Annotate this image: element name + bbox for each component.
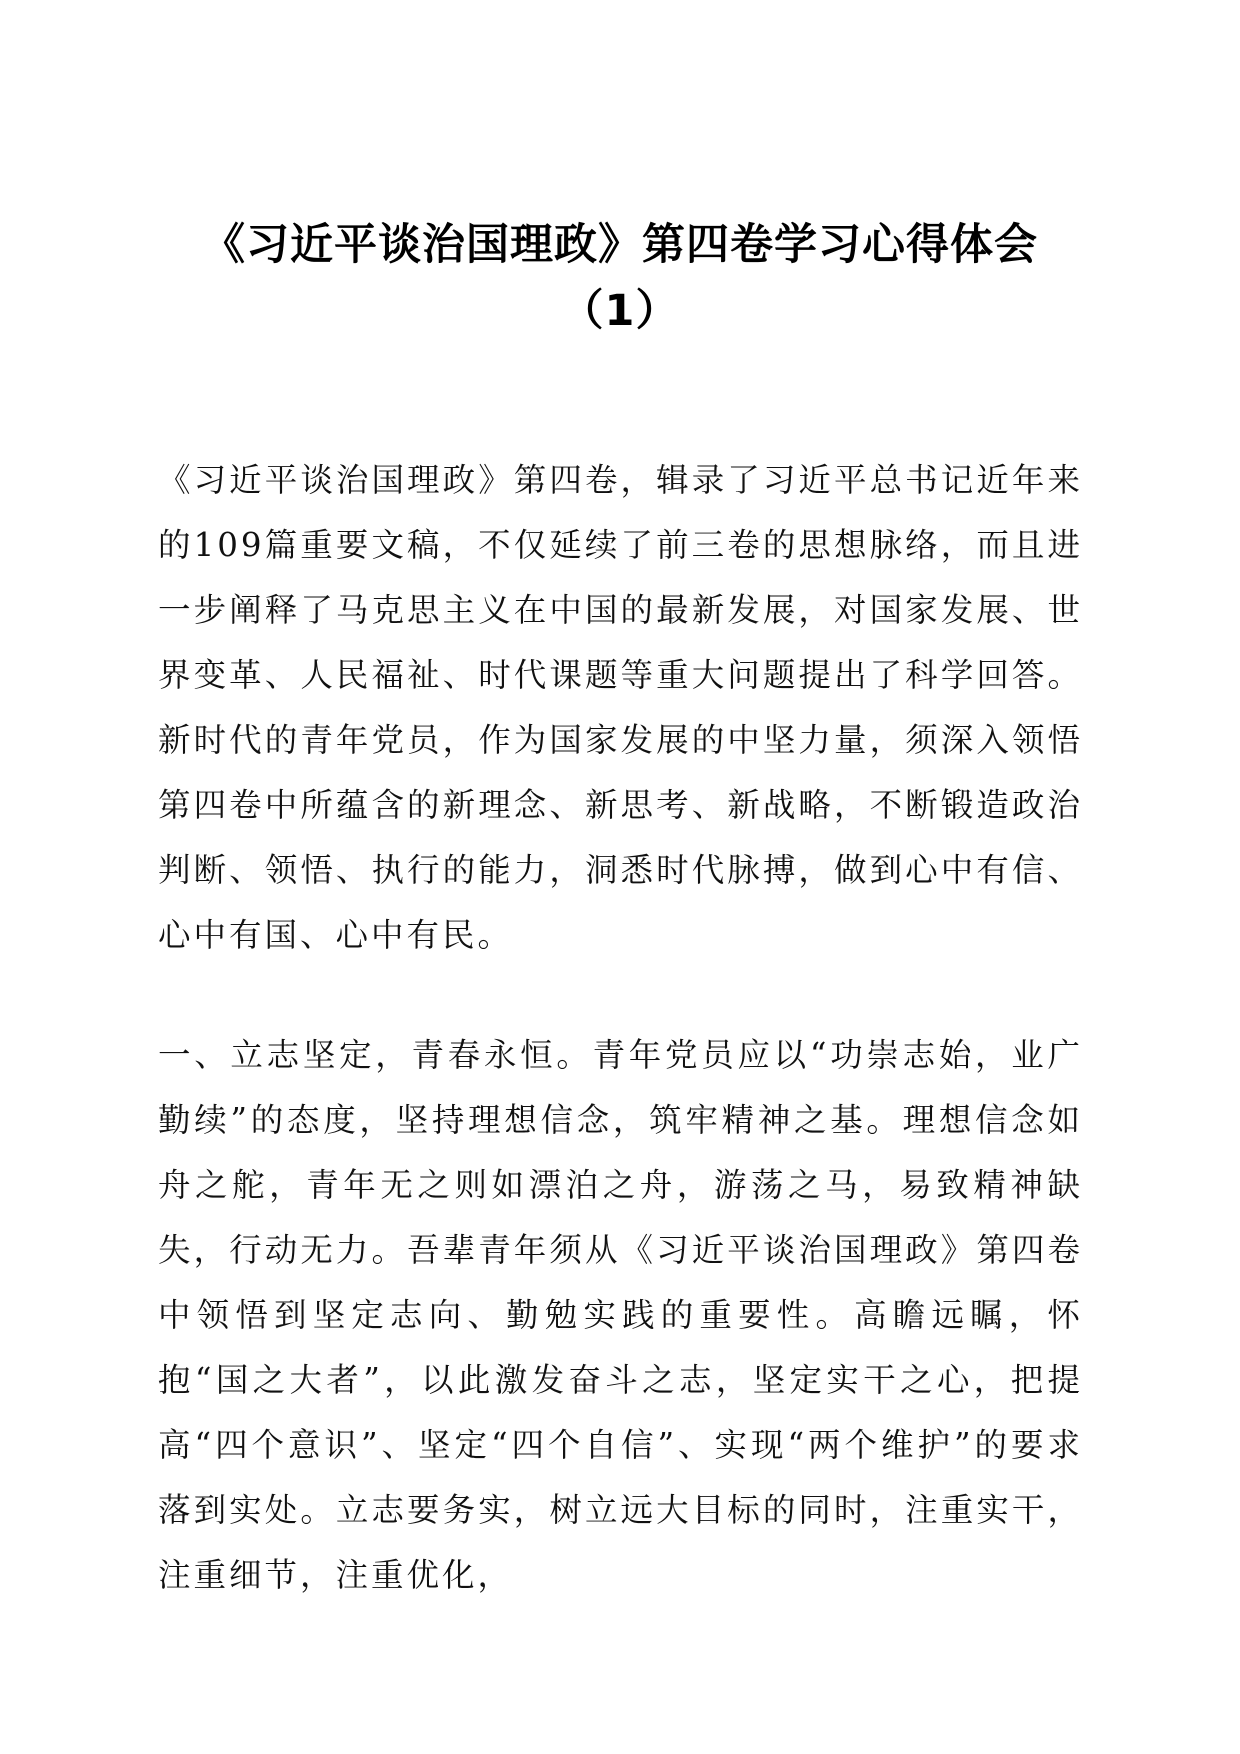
title-line-1: 《习近平谈治国理政》第四卷学习心得体会 <box>202 220 1038 270</box>
document-title <box>140 212 1100 344</box>
paragraph-section-one: 一、立志坚定，青春永恒。青年党员应以“功崇志始，业广勤续”的态度，坚持理想信念，筑牢精神之基。理想信念如舟之舵，青年无之则如漂泊之舟，游荡之马，易致精神缺失，行动无力。吾辈青年须从《习近平谈治国理政》第四卷中领悟到坚定志向、勤勉实践的重要性。高瞻远瞩，怀抱“国之大者”，以此激发奋斗之志，坚定实干之心，把提高“四个意识”、坚定“四个自信”、实现“两个维护”的要求落到实处。立志要务实，树立远大目标的同时，注重实干，注重细节，注重优化， <box>158 1036 1083 1594</box>
title-line-2: （1） <box>560 286 680 336</box>
paragraph-intro: 《习近平谈治国理政》第四卷，辑录了习近平总书记近年来的109篇重要文稿，不仅延续了前三卷的思想脉络，而且进一步阐释了马克思主义在中国的最新发展，对国家发展、世界变革、人民福祉、时代课题等重大问题提出了科学回答。新时代的青年党员，作为国家发展的中坚力量，须深入领悟第四卷中所蕴含的新理念、新思考、新战略，不断锻造政治判断、领悟、执行的能力，洞悉时代脉搏，做到心中有信、心中有国、心中有民。 <box>158 461 1083 954</box>
